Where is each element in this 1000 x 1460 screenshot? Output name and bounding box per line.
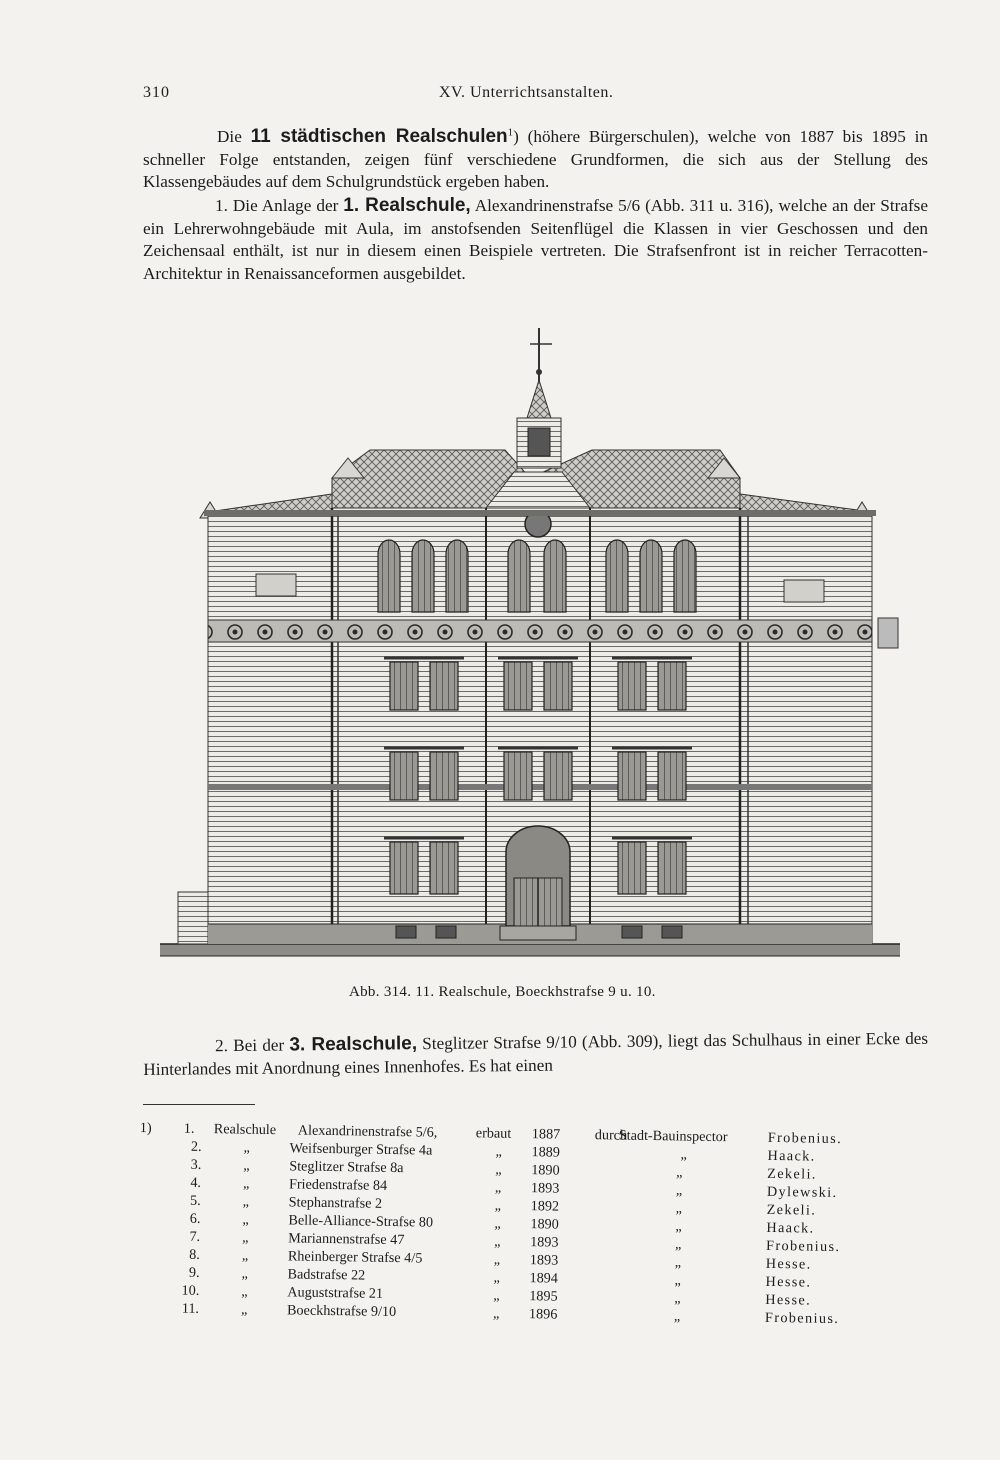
footnote-year: 1893 xyxy=(529,1252,559,1269)
ditto-mark: „ xyxy=(680,1146,687,1163)
footnote-num: 3. xyxy=(190,1156,202,1173)
footnote-architect: Frobenius. xyxy=(764,1309,840,1328)
footnote-ref: 1 xyxy=(507,126,514,139)
footnote-num: 7. xyxy=(189,1228,201,1245)
footnote-mark: 1) xyxy=(139,1120,152,1137)
footnote-num: 2. xyxy=(190,1138,202,1155)
footnote-title: Stadt-Bauinspector xyxy=(618,1127,728,1146)
footnote-architect: Frobenius. xyxy=(767,1129,843,1148)
footnote-architect: Hesse. xyxy=(765,1291,812,1309)
ditto-mark: „ xyxy=(674,1254,682,1271)
footnote-architect: Zekeli. xyxy=(767,1165,817,1183)
footnote-year: 1895 xyxy=(529,1288,558,1305)
ditto-mark: „ xyxy=(242,1211,249,1228)
footnote-built: erbaut xyxy=(475,1125,512,1142)
realschule-1-heading: 1. Realschule, xyxy=(343,195,471,216)
footnote-year: 1887 xyxy=(531,1126,561,1143)
footnote-architect: Hesse. xyxy=(765,1273,812,1291)
ditto-mark: „ xyxy=(673,1308,681,1325)
footnote-year: 1890 xyxy=(530,1216,559,1233)
ditto-mark: „ xyxy=(674,1290,681,1307)
ditto-mark: „ xyxy=(675,1200,683,1217)
footnote-num: 8. xyxy=(189,1246,201,1263)
footnote-street: Friedenstrafse 84 xyxy=(288,1176,388,1194)
ditto-mark: „ xyxy=(494,1197,502,1214)
intro-text-rest: ) (höhere Bürgerschulen), welche von 1887 bis 1895 in schneller Folge entstanden, zeigen fünf verschiedene Grundformen, die sich aus der Stellung des Klassengebäudes auf dem Schulgrundstück ergeben haben. xyxy=(143,127,928,191)
paragraph-intro xyxy=(143,126,928,194)
footnote-architect: Haack. xyxy=(767,1147,816,1165)
intro-heading: 11 städtischen Realschulen xyxy=(250,126,508,147)
footnote-num: 5. xyxy=(189,1192,201,1209)
footnote-street: Auguststrafse 21 xyxy=(287,1284,384,1302)
footnote-year: 1894 xyxy=(529,1270,559,1287)
footnote-year: 1890 xyxy=(531,1162,560,1179)
footnote-architect: Zekeli. xyxy=(766,1201,817,1219)
footnote-year: 1893 xyxy=(530,1234,559,1251)
intro-text-start: Die xyxy=(217,127,251,146)
ditto-mark: „ xyxy=(493,1287,500,1304)
running-title: XV. Unterrichtsanstalten. xyxy=(439,84,614,101)
footnote-architect: Dylewski. xyxy=(766,1183,838,1201)
ditto-mark: „ xyxy=(495,1143,502,1160)
para2-text-start: 1. Die Anlage der xyxy=(215,196,344,215)
ditto-mark: „ xyxy=(492,1305,500,1322)
footnote-street: Badstrafse 22 xyxy=(287,1266,366,1284)
paragraph-realschule-1 xyxy=(143,195,928,285)
footnote-architect: Haack. xyxy=(766,1219,815,1237)
footnote-durch: durch xyxy=(594,1127,628,1144)
ditto-mark: „ xyxy=(240,1301,248,1318)
ditto-mark: „ xyxy=(494,1233,501,1250)
footnote-separator xyxy=(143,1104,255,1105)
ditto-mark: „ xyxy=(241,1283,248,1300)
footnote-architect: Frobenius. xyxy=(765,1237,841,1256)
footnote-street: Steglitzer Strafse 8a xyxy=(289,1158,404,1177)
ditto-mark: „ xyxy=(494,1179,502,1196)
ditto-mark: „ xyxy=(243,1157,250,1174)
ditto-mark: „ xyxy=(242,1175,250,1192)
para2-text-rest: Alexandrinenstrafse 5/6 (Abb. 311 u. 316), welche an der Strafse ein Lehrerwohngebäude mit Aula, im anstofsenden Seitenflügel die Klassen in vier Geschossen und den Zeichensaal enthält, ist nur in diesem einen Beispiele vertreten. Die Strafsenfront ist in reicher Terracotten-Architektur in Renaissanceformen ausgebildet. xyxy=(143,196,928,283)
footnote-street: Mariannenstrafse 47 xyxy=(288,1230,405,1249)
footnote-num: 10. xyxy=(181,1282,200,1299)
footnote-year: 1896 xyxy=(528,1306,558,1323)
ditto-mark: „ xyxy=(242,1193,250,1210)
footnote-year: 1889 xyxy=(531,1144,561,1161)
ditto-mark: „ xyxy=(675,1182,683,1199)
footnote-street: Stephanstrafse 2 xyxy=(288,1194,383,1212)
figure-caption: Abb. 314. 11. Realschule, Boeckhstrafse 9 u. 10. xyxy=(349,984,656,1000)
footnote-street: Boeckhstrafse 9/10 xyxy=(286,1302,397,1321)
ditto-mark: „ xyxy=(674,1236,682,1253)
footnote-num: 4. xyxy=(190,1174,202,1191)
footnote-num: 1. xyxy=(183,1120,195,1137)
ditto-mark: „ xyxy=(493,1269,501,1286)
school-facade-engraving xyxy=(160,322,900,970)
footnote-num: 11. xyxy=(181,1300,200,1317)
paragraph-realschule-3 xyxy=(143,1028,928,1081)
page-header xyxy=(143,84,938,108)
footnote-street: Alexandrinenstrafse 5/6, xyxy=(297,1122,438,1141)
ditto-mark: „ xyxy=(676,1164,683,1181)
footnote-year: 1893 xyxy=(530,1180,560,1197)
footnote-table xyxy=(137,1120,920,1352)
para3-text-rest: Steglitzer Strafse 9/10 (Abb. 309), liegt das Schulhaus in einer Ecke des Hinterlandes mit Anordnung eines Innenhofes. Es hat einen xyxy=(143,1028,929,1079)
ditto-mark: „ xyxy=(242,1229,249,1246)
ditto-mark: „ xyxy=(674,1272,681,1289)
ditto-mark: „ xyxy=(243,1139,251,1156)
footnote-year: 1892 xyxy=(530,1198,560,1215)
ditto-mark: „ xyxy=(494,1215,501,1232)
realschule-3-heading: 3. Realschule, xyxy=(289,1033,418,1056)
footnote-street: Belle-Alliance-Strafse 80 xyxy=(288,1212,434,1231)
footnote-street: Weifsenburger Strafse 4a xyxy=(289,1140,433,1159)
ditto-mark: „ xyxy=(495,1161,502,1178)
ditto-mark: „ xyxy=(241,1247,249,1264)
footnote-num: 6. xyxy=(189,1210,201,1227)
footnote-architect: Hesse. xyxy=(765,1255,812,1273)
para3-text-start: 2. Bei der xyxy=(215,1035,290,1056)
ditto-mark: „ xyxy=(241,1265,249,1282)
ditto-mark: „ xyxy=(493,1251,501,1268)
footnote-school: Realschule xyxy=(213,1121,277,1139)
ditto-mark: „ xyxy=(675,1218,682,1235)
footnote-num: 9. xyxy=(188,1264,200,1281)
footnote-street: Rheinberger Strafse 4/5 xyxy=(287,1248,423,1267)
page-number: 310 xyxy=(143,84,170,101)
